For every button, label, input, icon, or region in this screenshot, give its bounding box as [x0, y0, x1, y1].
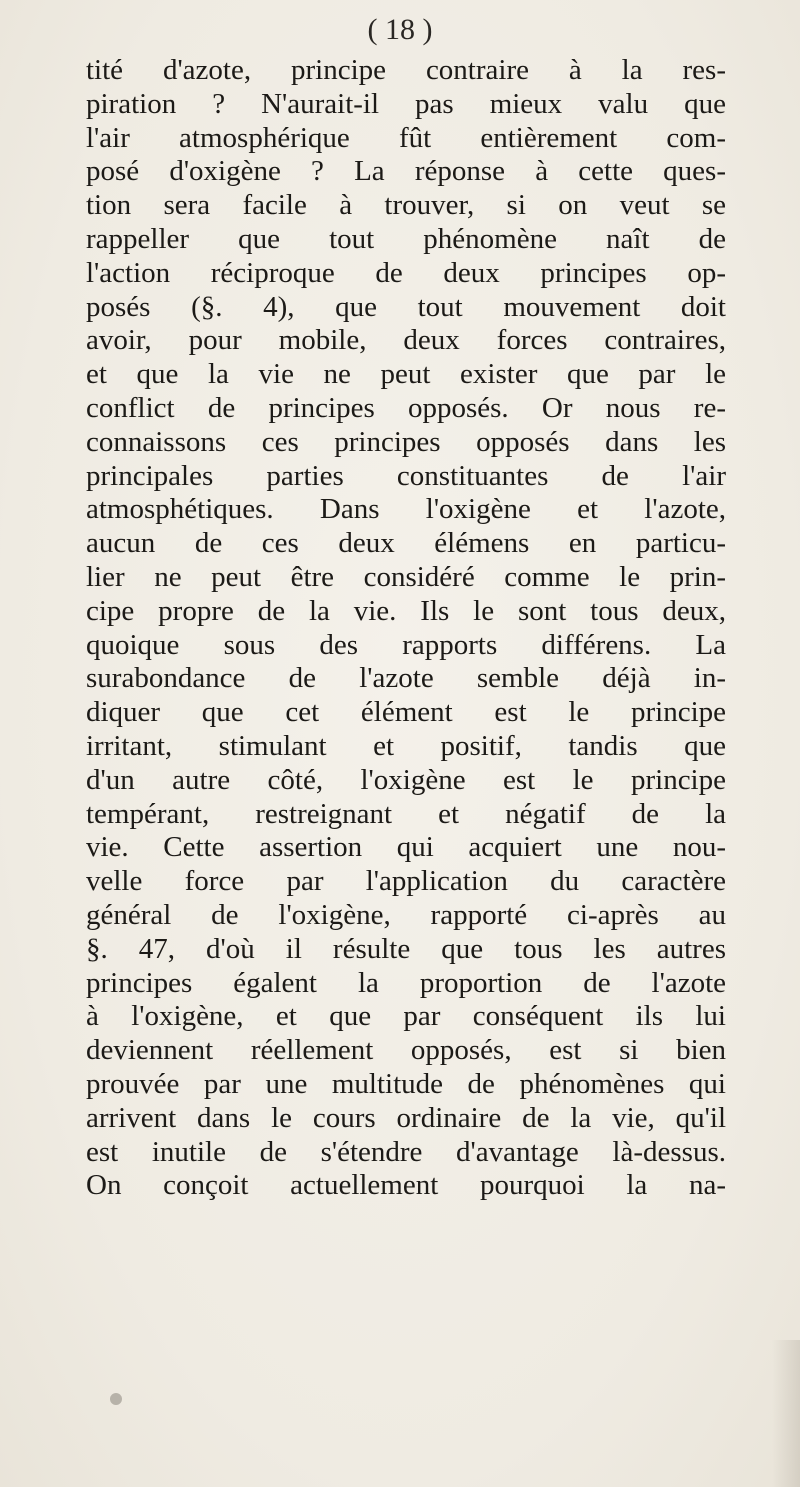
text-line: l'air atmosphérique fût entièrement com- — [86, 121, 726, 154]
text-line: prouvée par une multitude de phénomènes qui — [86, 1067, 726, 1100]
text-line: deviennent réellement opposés, est si bien — [86, 1034, 726, 1067]
text-line: irritant, stimulant et positif, tandis que — [86, 729, 726, 762]
text-line: atmosphétiques. Dans l'oxigène et l'azote, — [86, 493, 726, 526]
text-line: vie. Cette assertion qui acquiert une nou- — [86, 831, 726, 864]
text-line: connaissons ces principes opposés dans les — [86, 425, 726, 458]
text-line: §. 47, d'où il résulte que tous les autres — [86, 932, 726, 965]
text-line: avoir, pour mobile, deux forces contraires, — [86, 324, 726, 357]
ink-spot — [110, 1393, 122, 1405]
text-line: arrivent dans le cours ordinaire de la vie, qu'il — [86, 1101, 726, 1134]
page-edge-shadow — [772, 1340, 800, 1487]
text-line: lier ne peut être considéré comme le prin- — [86, 560, 726, 593]
text-line: et que la vie ne peut exister que par le — [86, 358, 726, 391]
text-line: principales parties constituantes de l'air — [86, 459, 726, 492]
text-line: diquer que cet élément est le principe — [86, 696, 726, 729]
text-line: tion sera facile à trouver, si on veut se — [86, 189, 726, 222]
text-line: velle force par l'application du caractère — [86, 865, 726, 898]
text-line: surabondance de l'azote semble déjà in- — [86, 662, 726, 695]
text-line: tempérant, restreignant et négatif de la — [86, 797, 726, 830]
text-line: principes égalent la proportion de l'azote — [86, 966, 726, 999]
text-line: posés (§. 4), que tout mouvement doit — [86, 290, 726, 323]
text-line: piration ? N'aurait-il pas mieux valu que — [86, 87, 726, 120]
body-text — [86, 54, 726, 1203]
text-line: conflict de principes opposés. Or nous re- — [86, 391, 726, 424]
text-line: est inutile de s'étendre d'avantage là-dessus. — [86, 1135, 726, 1168]
text-line: à l'oxigène, et que par conséquent ils lui — [86, 1000, 726, 1033]
page-number: ( 18 ) — [367, 13, 433, 46]
text-line: l'action réciproque de deux principes op- — [86, 256, 726, 289]
text-line: général de l'oxigène, rapporté ci-après au — [86, 898, 726, 931]
text-line: aucun de ces deux élémens en particu- — [86, 527, 726, 560]
text-line: On conçoit actuellement pourquoi la na- — [86, 1169, 726, 1202]
text-line: rappeller que tout phénomène naît de — [86, 222, 726, 255]
text-line: tité d'azote, principe contraire à la res- — [86, 54, 726, 86]
text-line: quoique sous des rapports différens. La — [86, 628, 726, 661]
text-line: posé d'oxigène ? La réponse à cette ques- — [86, 155, 726, 188]
text-line: cipe propre de la vie. Ils le sont tous deux, — [86, 594, 726, 627]
text-line: d'un autre côté, l'oxigène est le principe — [86, 763, 726, 796]
